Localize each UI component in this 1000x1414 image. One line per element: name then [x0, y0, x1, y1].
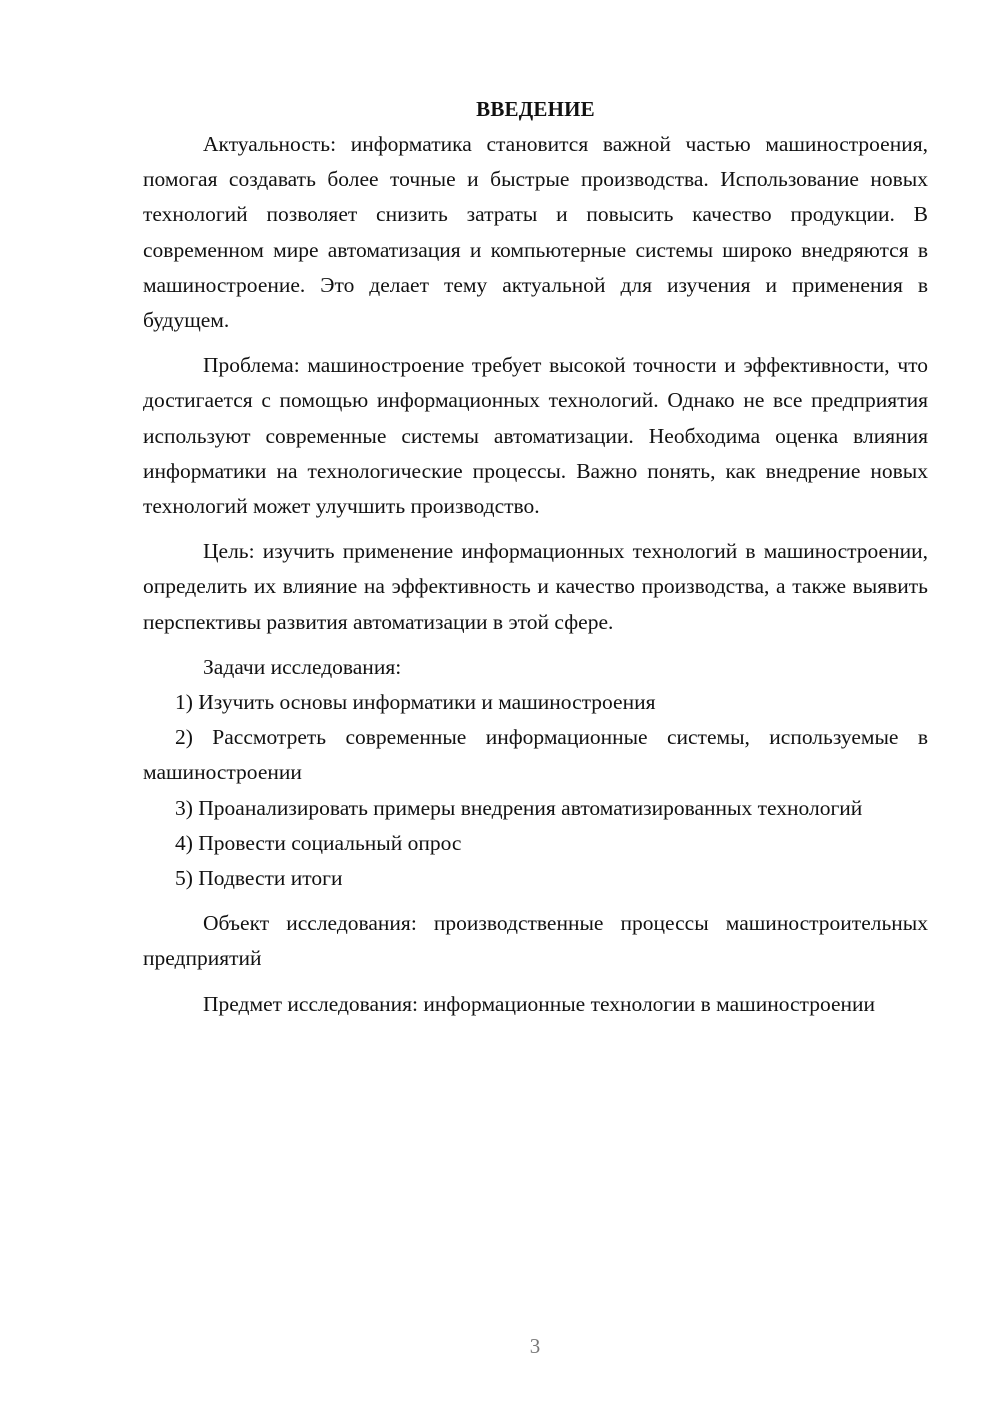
list-item: 4) Провести социальный опрос	[175, 830, 462, 855]
list-item: 1) Изучить основы информатики и машиностроения	[175, 690, 656, 715]
list-item: 3) Проанализировать примеры внедрения автоматизированных технологий	[175, 795, 863, 820]
object-paragraph: Объект исследования: производственные процессы машиностроительных предприятий	[143, 911, 928, 971]
tasks-heading: Задачи исследования:	[203, 654, 402, 679]
document-page	[143, 92, 928, 1022]
goal-paragraph: Цель: изучить применение информационных технологий в машиностроении, определить их влияние на эффективность и качество производства, а также выявить перспективы развития автоматизации в этой сфере.	[143, 539, 928, 634]
section-title: ВВЕДЕНИЕ	[476, 97, 595, 121]
page-number: 3	[529, 1334, 541, 1358]
relevance-paragraph: Актуальность: информатика становится важной частью машиностроения, помогая создавать более точные и быстрые производства. Использование новых технологий позволяет снизить затраты и повысить качество продукции. В современном мире автоматизация и компьютерные системы широко внедряются в машиностроение. Это делает тему актуальной для изучения и применения в будущем.	[143, 132, 928, 333]
list-item: 5) Подвести итоги	[175, 866, 343, 891]
list-item: 2) Рассмотреть современные информационные системы, используемые в машиностроении	[143, 725, 928, 785]
subject-paragraph: Предмет исследования: информационные технологии в машиностроении	[203, 991, 876, 1016]
tasks-list	[143, 685, 928, 896]
problem-paragraph: Проблема: машиностроение требует высокой точности и эффективности, что достигается с помощью информационных технологий. Однако не все предприятия используют современные системы автоматизации. Необходима оценка влияния информатики на технологические процессы. Важно понять, как внедрение новых технологий может улучшить производство.	[143, 353, 928, 519]
